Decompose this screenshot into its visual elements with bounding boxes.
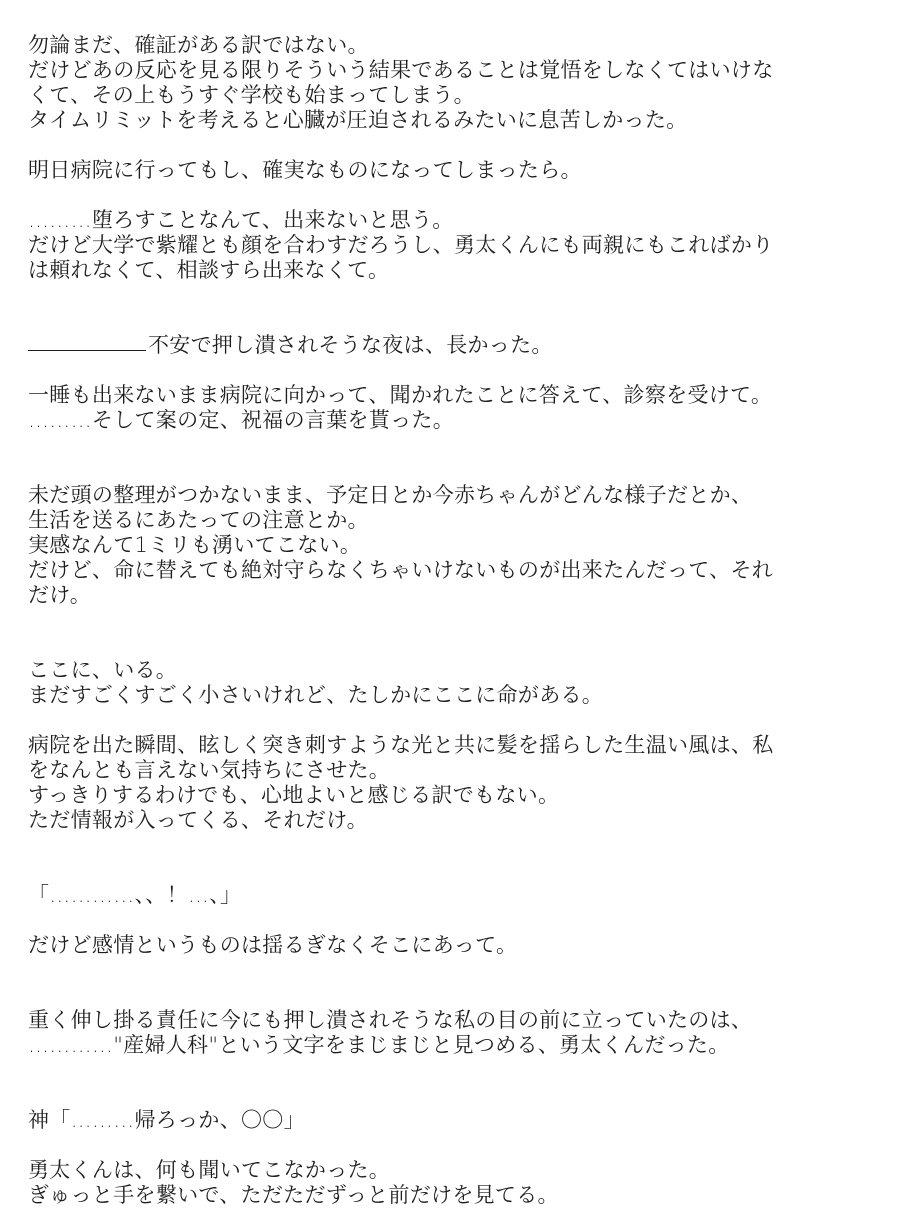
text-line: 実感なんて1ミリも湧いてこない。 [28, 533, 362, 557]
text-line: まだすごくすごく小さいけれど、たしかにここに命がある。 [28, 683, 604, 707]
text-line: 一睡も出来ないまま病院に向かって、聞かれたことに答えて、診察を受けて。 [28, 383, 773, 407]
text-line: だけどあの反応を見る限りそういう結果であることは覚悟をしなくてはいけな [28, 58, 774, 82]
text-line: 不安で押し潰されそうな夜は、長かった。 [148, 333, 553, 357]
text-line: …………"産婦人科"という文字をまじまじと見つめる、勇太くんだった。 [28, 1033, 730, 1057]
text-line: 「…………、、！…、」 [28, 883, 242, 907]
text-line: 神「………帰ろっか、〇〇」 [28, 1108, 305, 1132]
text-line: 勿論まだ、確証がある訳ではない。 [28, 33, 369, 57]
story-text [28, 33, 876, 1208]
text-line: 勇太くんは、何も聞いてこなかった。 [28, 1158, 391, 1182]
text-line: ………そして案の定、祝福の言葉を貰った。 [28, 408, 454, 432]
text-line: だけど、命に替えても絶対守らなくちゃいけないものが出来たんだって、それ [28, 558, 774, 582]
text-line: 生活を送るにあたっての注意とか。 [28, 508, 369, 532]
text-line: 病院を出た瞬間、眩しく突き刺すような光と共に髪を揺らした生温い風は、私 [28, 733, 774, 757]
text-line: 明日病院に行ってもし、確実なものになってしまったら。 [28, 158, 582, 182]
text-line: 重く伸し掛る責任に今にも押し潰されそうな私の目の前に立っていたのは、 [28, 1008, 753, 1032]
text-line: だけど大学で紫耀とも顔を合わすだろうし、勇太くんにも両親にもこればかり [28, 233, 774, 257]
text-line: タイムリミットを考えると心臓が圧迫されるみたいに息苦しかった。 [28, 108, 688, 132]
text-line: だけど感情というものは揺るぎなくそこにあって。 [28, 933, 518, 957]
text-line: 未だ頭の整理がつかないまま、予定日とか今赤ちゃんがどんな様子だとか、 [28, 483, 753, 507]
text-line: くて、その上もうすぐ学校も始まってしまう。 [28, 83, 475, 107]
text-line: ここに、いる。 [28, 658, 178, 682]
text-line: すっきりするわけでも、心地よいと感じる訳でもない。 [28, 783, 560, 807]
text-line: ただ情報が入ってくる、それだけ。 [28, 808, 368, 832]
text-line: は頼れなくて、相談すら出来なくて。 [28, 258, 390, 282]
text-line: をなんとも言えない気持ちにさせた。 [28, 758, 391, 782]
text-line-with-rule [28, 333, 876, 358]
text-line: ………堕ろすことなんて、出来ないと思う。 [28, 208, 454, 232]
dash-rule [28, 333, 146, 351]
text-line: ぎゅっと手を繋いで、ただただずっと前だけを見てる。 [28, 1183, 559, 1207]
text-line: だけ。 [28, 583, 92, 607]
